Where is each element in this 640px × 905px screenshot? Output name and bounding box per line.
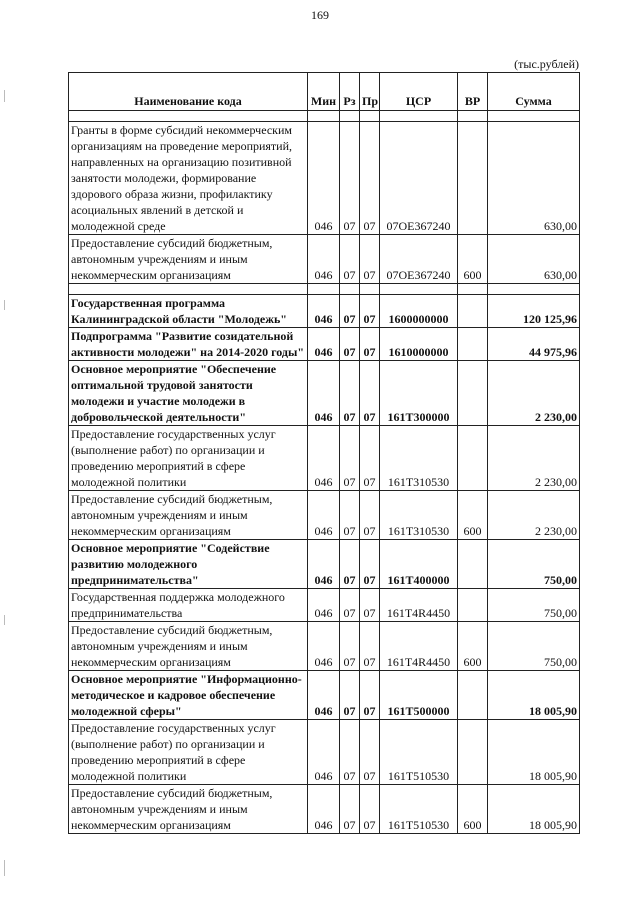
row-sum: 18 005,90: [488, 671, 580, 720]
row-csr: 161Т4R4450: [380, 622, 458, 671]
row-pr: 07: [360, 328, 380, 361]
table-row: [69, 622, 580, 671]
row-rz: 07: [340, 720, 360, 785]
row-rz: 07: [340, 426, 360, 491]
row-pr: 07: [360, 785, 380, 834]
row-name: Гранты в форме субсидий некоммерческим организациям на проведение мероприятий, направленных на организацию позитивной занятости молодежи, формирование здорового образа жизни, профилактику асоциальных явлений в детской и молодежной среде: [69, 122, 308, 235]
row-name: Основное мероприятие "Информационно-методическое и кадровое обеспечение молодежной сферы": [69, 671, 308, 720]
table-row: [69, 671, 580, 720]
row-min: 046: [308, 122, 340, 235]
margin-mark: [4, 300, 5, 310]
row-name: Предоставление субсидий бюджетным, автономным учреждениям и иным некоммерческим организациям: [69, 235, 308, 284]
header-vr: ВР: [458, 73, 488, 111]
row-rz: 07: [340, 589, 360, 622]
row-rz: 07: [340, 671, 360, 720]
row-sum: 2 230,00: [488, 491, 580, 540]
row-vr: [458, 295, 488, 328]
row-vr: 600: [458, 235, 488, 284]
margin-mark: [4, 90, 5, 102]
spacer-row: [69, 284, 580, 295]
table-row: [69, 540, 580, 589]
row-vr: [458, 426, 488, 491]
header-sum: Сумма: [488, 73, 580, 111]
row-min: 046: [308, 426, 340, 491]
table-row: [69, 785, 580, 834]
table-row: [69, 361, 580, 426]
row-min: 046: [308, 589, 340, 622]
row-name: Основное мероприятие "Содействие развитию молодежного предпринимательства": [69, 540, 308, 589]
row-sum: 18 005,90: [488, 785, 580, 834]
row-vr: [458, 589, 488, 622]
row-vr: 600: [458, 622, 488, 671]
row-rz: 07: [340, 785, 360, 834]
row-pr: 07: [360, 426, 380, 491]
row-rz: 07: [340, 491, 360, 540]
table-row: [69, 235, 580, 284]
header-row: [69, 73, 580, 111]
row-csr: 161Т310530: [380, 491, 458, 540]
header-min: Мин: [308, 73, 340, 111]
row-min: 046: [308, 540, 340, 589]
row-sum: 750,00: [488, 622, 580, 671]
header-pr: Пр: [360, 73, 380, 111]
row-rz: 07: [340, 295, 360, 328]
row-name: Предоставление субсидий бюджетным, автономным учреждениям и иным некоммерческим организациям: [69, 491, 308, 540]
row-name: Предоставление субсидий бюджетным, автономным учреждениям и иным некоммерческим организациям: [69, 622, 308, 671]
table-row: [69, 426, 580, 491]
row-rz: 07: [340, 361, 360, 426]
row-sum: 18 005,90: [488, 720, 580, 785]
table-row: [69, 328, 580, 361]
row-csr: 161Т310530: [380, 426, 458, 491]
row-min: 046: [308, 785, 340, 834]
row-name: Предоставление государственных услуг (выполнение работ) по организации и проведению мероприятий в сфере молодежной политики: [69, 720, 308, 785]
row-vr: [458, 671, 488, 720]
row-sum: 750,00: [488, 540, 580, 589]
header-name: Наименование кода: [69, 73, 308, 111]
table-row: [69, 122, 580, 235]
row-min: 046: [308, 328, 340, 361]
row-min: 046: [308, 622, 340, 671]
table-row: [69, 720, 580, 785]
row-rz: 07: [340, 122, 360, 235]
row-csr: 07ОЕ367240: [380, 122, 458, 235]
row-rz: 07: [340, 622, 360, 671]
row-csr: 161Т300000: [380, 361, 458, 426]
header-rz: Рз: [340, 73, 360, 111]
header-csr: ЦСР: [380, 73, 458, 111]
row-pr: 07: [360, 122, 380, 235]
row-sum: 44 975,96: [488, 328, 580, 361]
row-name: Подпрограмма "Развитие созидательной активности молодежи" на 2014-2020 годы": [69, 328, 308, 361]
row-pr: 07: [360, 361, 380, 426]
row-pr: 07: [360, 295, 380, 328]
row-pr: 07: [360, 671, 380, 720]
row-min: 046: [308, 295, 340, 328]
row-csr: 161Т4R4450: [380, 589, 458, 622]
table-row: [69, 491, 580, 540]
row-csr: 161Т400000: [380, 540, 458, 589]
table-row: [69, 589, 580, 622]
row-min: 046: [308, 720, 340, 785]
row-csr: 1610000000: [380, 328, 458, 361]
row-pr: 07: [360, 235, 380, 284]
row-rz: 07: [340, 540, 360, 589]
row-vr: 600: [458, 785, 488, 834]
row-sum: 2 230,00: [488, 426, 580, 491]
row-rz: 07: [340, 235, 360, 284]
budget-table: [68, 72, 580, 834]
row-vr: [458, 122, 488, 235]
margin-mark: [4, 860, 5, 876]
row-pr: 07: [360, 589, 380, 622]
row-name: Предоставление государственных услуг (выполнение работ) по организации и проведению мероприятий в сфере молодежной политики: [69, 426, 308, 491]
row-name: Государственная поддержка молодежного предпринимательства: [69, 589, 308, 622]
row-sum: 750,00: [488, 589, 580, 622]
row-min: 046: [308, 235, 340, 284]
spacer-row: [69, 111, 580, 122]
row-name: Государственная программа Калининградской области "Молодежь": [69, 295, 308, 328]
row-sum: 630,00: [488, 235, 580, 284]
row-name: Основное мероприятие "Обеспечение оптимальной трудовой занятости молодежи и участие молодежи в добровольческой деятельности": [69, 361, 308, 426]
row-sum: 630,00: [488, 122, 580, 235]
row-vr: [458, 328, 488, 361]
table-row: [69, 295, 580, 328]
units-label: (тыс.рублей): [514, 57, 579, 71]
row-rz: 07: [340, 328, 360, 361]
row-min: 046: [308, 491, 340, 540]
row-csr: 1600000000: [380, 295, 458, 328]
row-min: 046: [308, 361, 340, 426]
margin-mark: [4, 615, 5, 625]
row-pr: 07: [360, 622, 380, 671]
row-sum: 2 230,00: [488, 361, 580, 426]
row-csr: 161Т500000: [380, 671, 458, 720]
row-min: 046: [308, 671, 340, 720]
row-csr: 07ОЕ367240: [380, 235, 458, 284]
row-pr: 07: [360, 491, 380, 540]
row-sum: 120 125,96: [488, 295, 580, 328]
row-vr: [458, 540, 488, 589]
row-vr: [458, 361, 488, 426]
row-vr: [458, 720, 488, 785]
page-number: 169: [311, 8, 329, 22]
row-csr: 161Т510530: [380, 720, 458, 785]
row-pr: 07: [360, 720, 380, 785]
row-vr: 600: [458, 491, 488, 540]
row-pr: 07: [360, 540, 380, 589]
row-csr: 161Т510530: [380, 785, 458, 834]
row-name: Предоставление субсидий бюджетным, автономным учреждениям и иным некоммерческим организациям: [69, 785, 308, 834]
